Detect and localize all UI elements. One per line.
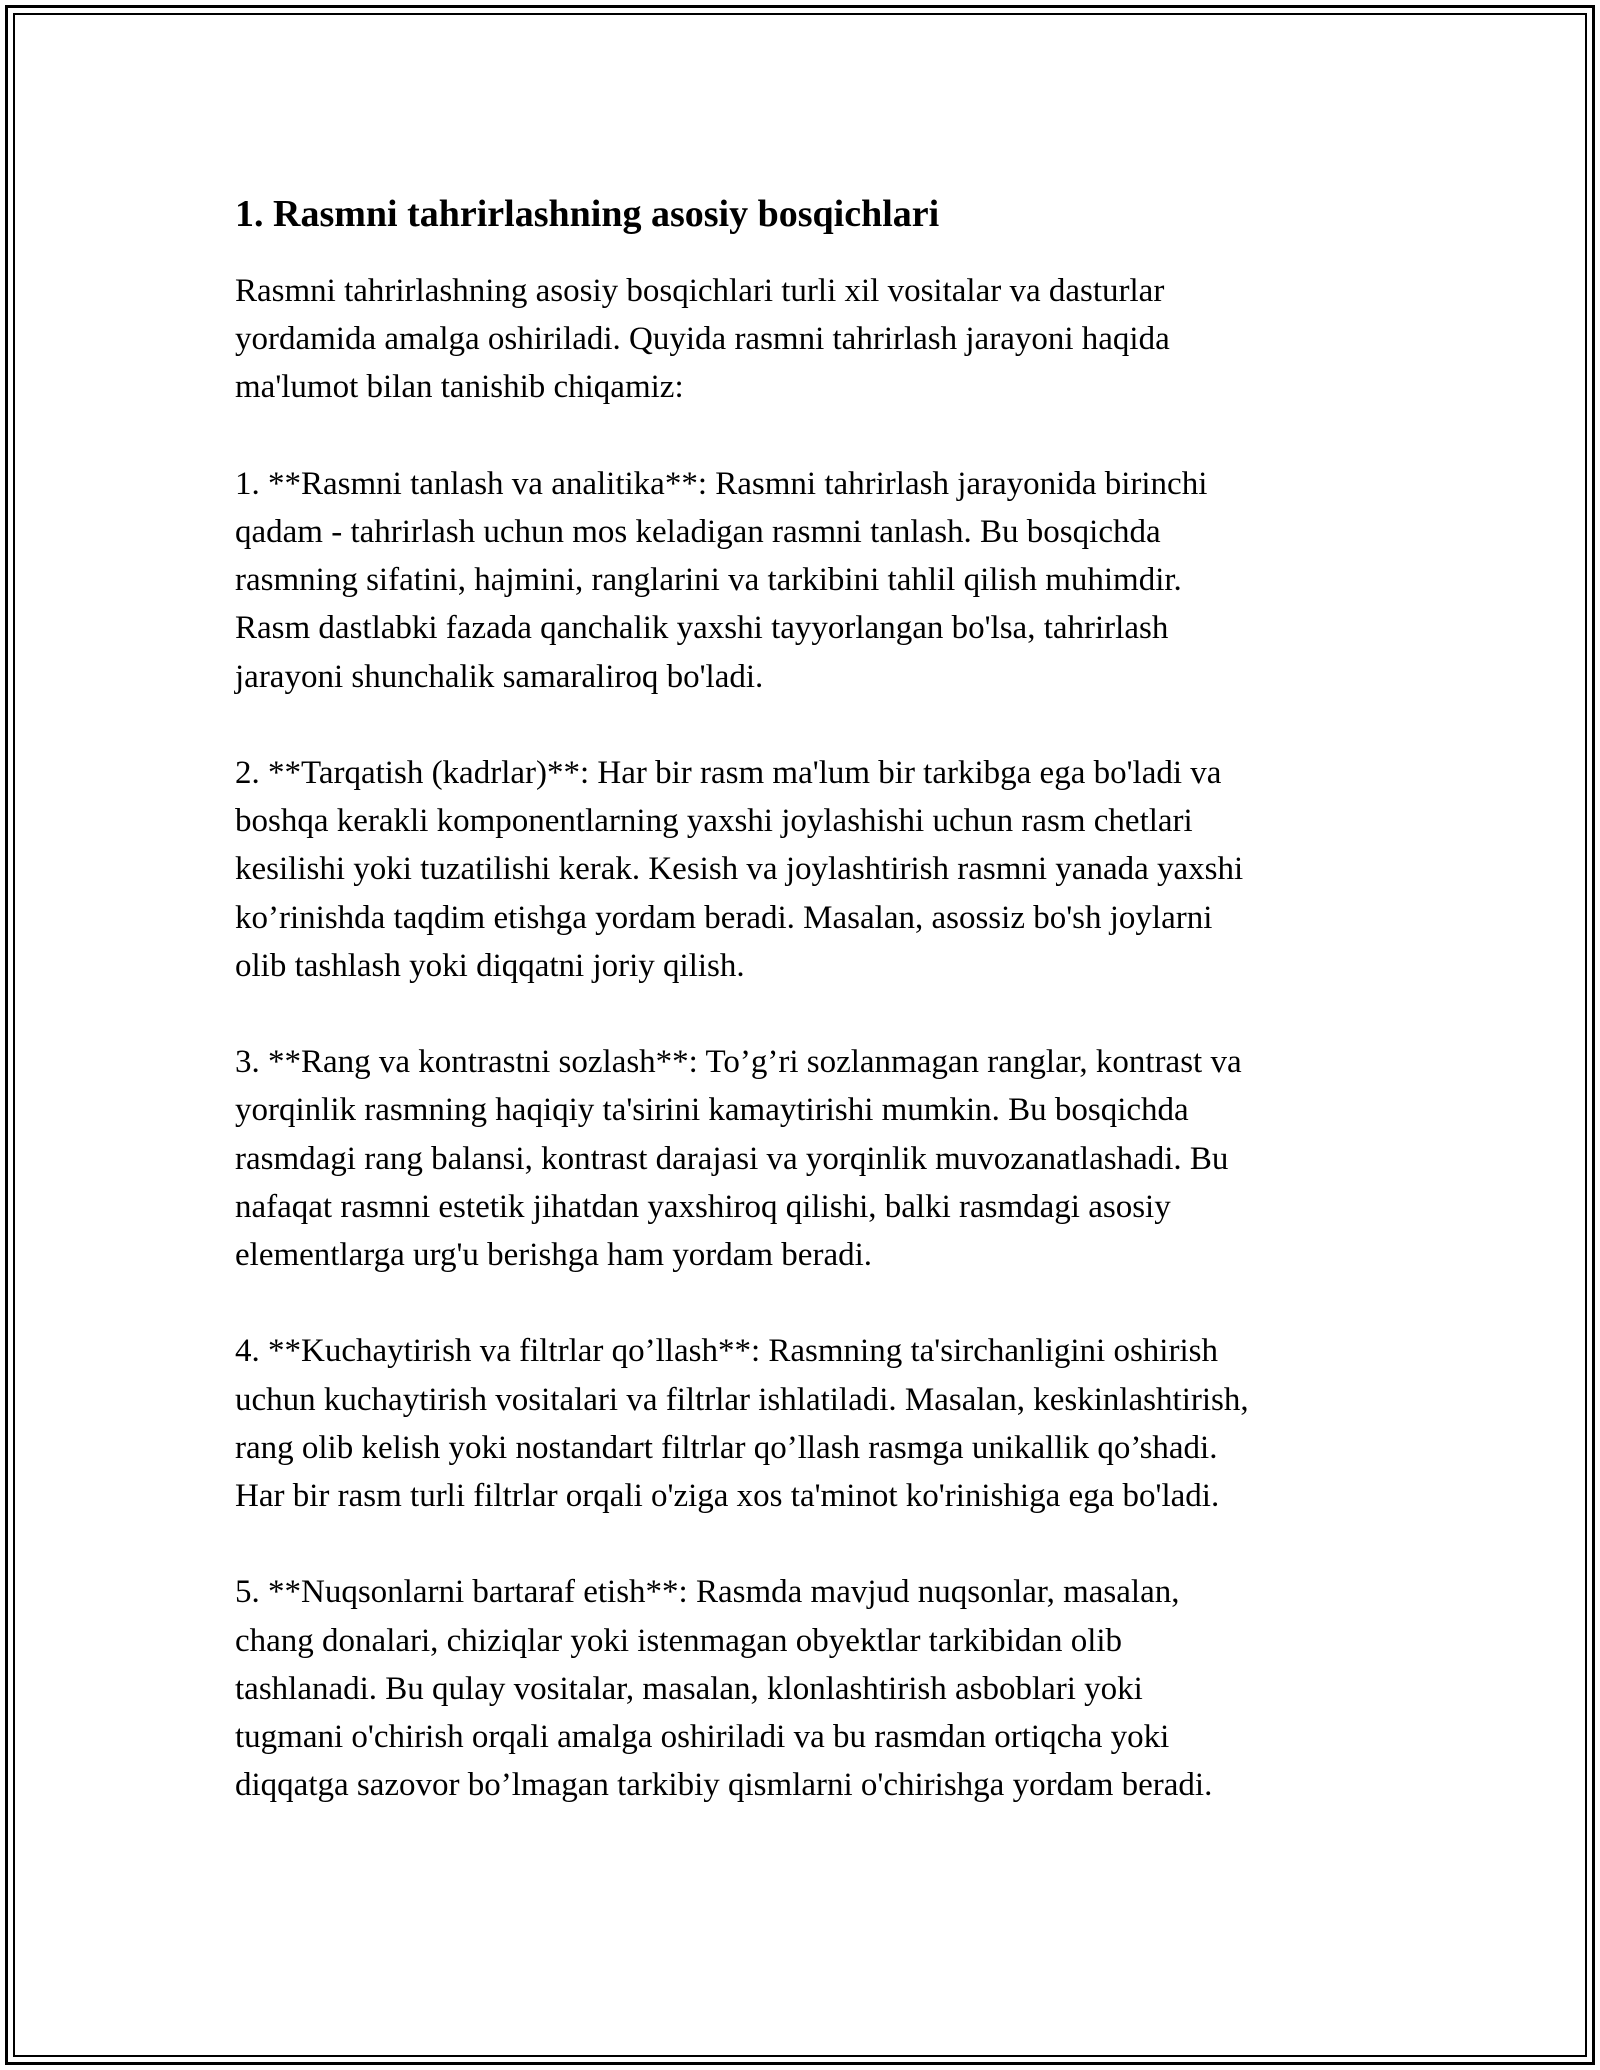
section-paragraph-4: 4. **Kuchaytirish va filtrlar qo’llash**: Rasmning ta'sirchanligini oshirish uchun kuchaytirish vositalari va filtrlar ishlatiladi. Masalan, keskinlashtirish, rang olib kelish yoki nostandart filtrlar qo’llash rasmga unikallik qo’shadi. Har bir rasm turli filtrlar orqali o'ziga xos ta'minot ko'rinishiga ega bo'ladi.	[235, 1333, 1249, 1515]
section-paragraph-5: 5. **Nuqsonlarni bartaraf etish**: Rasmda mavjud nuqsonlar, masalan, chang donalari, chiziqlar yoki istenmagan obyektlar tarkibidan olib tashlanadi. Bu qulay vositalar, masalan, klonlashtirish asboblari yoki tugmani o'chirish orqali amalga oshiriladi va bu rasmdan ortiqcha yoki diqqatga sazovor bo’lmagan tarkibiy qismlarni o'chirishga yordam beradi.	[235, 1574, 1213, 1804]
section-paragraph-3: 3. **Rang va kontrastni sozlash**: To’g’ri sozlanmagan ranglar, kontrast va yorqinlik rasmning haqiqiy ta'sirini kamaytirishi mumkin. Bu bosqichda rasmdagi rang balansi, kontrast darajasi va yorqinlik muvozanatlashadi. Bu nafaqat rasmni estetik jihatdan yaxshiroq qilishi, balki rasmdagi asosiy elementlarga urg'u berishga ham yordam beradi.	[235, 1044, 1242, 1274]
section-paragraph-1: 1. **Rasmni tanlash va analitika**: Rasmni tahrirlash jarayonida birinchi qadam - tahrirlash uchun mos keladigan rasmni tanlash. Bu bosqichda rasmning sifatini, hajmini, ranglarini va tarkibini tahlil qilish muhimdir. Rasm dastlabki fazada qanchalik yaxshi tayyorlangan bo'lsa, tahrirlash jarayoni shunchalik samaraliroq bo'ladi.	[235, 465, 1208, 695]
section-paragraph-2: 2. **Tarqatish (kadrlar)**: Har bir rasm ma'lum bir tarkibga ega bo'ladi va boshqa kerakli komponentlarning yaxshi joylashishi uchun rasm chetlari kesilishi yoki tuzatilishi kerak. Kesish va joylashtirish rasmni yanada yaxshi ko’rinishda taqdim etishga yordam beradi. Masalan, asossiz bo'sh joylarni olib tashlash yoki diqqatni joriy qilish.	[235, 755, 1244, 984]
document-body	[235, 186, 1385, 1809]
document-title: 1. Rasmni tahrirlashning asosiy bosqichlari	[235, 193, 940, 235]
intro-paragraph: Rasmni tahrirlashning asosiy bosqichlari turli xil vositalar va dasturlar yordamida amalga oshiriladi. Quyida rasmni tahrirlash jarayoni haqida ma'lumot bilan tanishib chiqamiz:	[235, 273, 1170, 406]
